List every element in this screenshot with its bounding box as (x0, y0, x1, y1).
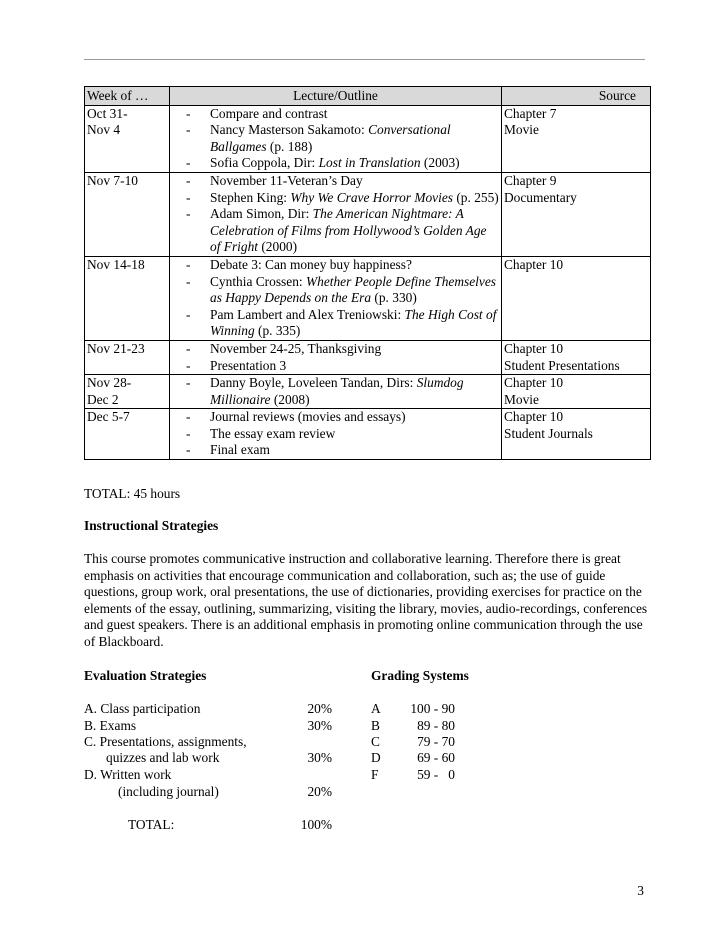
grade-letter: B (371, 718, 380, 733)
table-row (85, 375, 651, 409)
lecture-cell (170, 340, 502, 374)
lecture-text: Presentation 3 (210, 357, 287, 373)
table-header-row (85, 87, 651, 106)
eval-label: quizzes and lab work (106, 750, 220, 765)
table-row (85, 105, 651, 172)
lecture-text: Cynthia Crossen: (210, 273, 306, 289)
lecture-text: Adam Simon, Dir: (210, 206, 313, 222)
lecture-text: Debate 3: Can money buy happiness? (210, 256, 412, 272)
table-row (85, 340, 651, 374)
lecture-cell (170, 256, 502, 340)
lecture-item (186, 409, 499, 426)
course-schedule-table (84, 86, 651, 460)
source-cell (502, 409, 651, 460)
week-text: Nov 14-18 (87, 256, 145, 272)
lecture-text: (2003) (420, 155, 460, 171)
eval-label: A. Class participation (84, 701, 201, 716)
lecture-cell (170, 172, 502, 256)
table-row (85, 409, 651, 460)
grade-letter: A (371, 701, 381, 716)
week-text: Dec 2 (87, 391, 119, 407)
source-cell (502, 256, 651, 340)
lecture-item (186, 341, 499, 358)
source-cell (502, 340, 651, 374)
source-text: Chapter 10 (504, 256, 564, 272)
source-cell (502, 172, 651, 256)
week-cell (85, 105, 170, 172)
week-cell (85, 340, 170, 374)
lecture-text: (p. 255) (453, 189, 499, 205)
week-cell (85, 172, 170, 256)
lecture-cell (170, 105, 502, 172)
instructional-strategies-text: This course promotes communicative instruction and collaborative learning. Therefore there is great emphasis on activities that encourage communication and collaboration, such as; the use of guide questions, group work, oral presentations, the use of dictionaries, providing exercises for practice on the elements of the essay, outlining, summarizing, visiting the library, movies, audio-recordings, conferences and guest speakers. There is an additional emphasis in promoting online communication through the use of Blackboard. (84, 551, 648, 649)
table-row (85, 256, 651, 340)
grade-letter: D (371, 750, 381, 765)
source-text: Movie (504, 122, 539, 138)
grading-systems-heading: Grading Systems (371, 668, 469, 683)
lecture-item (186, 206, 499, 256)
total-hours: TOTAL: 45 hours (84, 486, 181, 501)
lecture-text: Compare and contrast (210, 105, 328, 121)
lecture-cell (170, 409, 502, 460)
lecture-text: Danny Boyle, Loveleen Tandan, Dirs: (210, 375, 417, 391)
lecture-list (172, 173, 499, 256)
header-source: Source (502, 87, 651, 106)
page-number: 3 (637, 883, 644, 898)
week-text: Nov 21-23 (87, 340, 145, 356)
lecture-text: (2000) (258, 239, 298, 255)
header-week: Week of … (85, 87, 170, 106)
lecture-text: (p. 335) (254, 323, 301, 339)
source-text: Chapter 10 (504, 340, 564, 356)
source-text: Chapter 7 (504, 105, 557, 121)
grade-letter: F (371, 767, 379, 782)
lecture-text: (p. 188) (266, 138, 313, 154)
eval-label: C. Presentations, assignments, (84, 734, 247, 749)
eval-label: D. Written work (84, 767, 172, 782)
eval-label: (including journal) (118, 784, 219, 799)
work-title: Lost in Translation (318, 155, 421, 171)
lecture-cell (170, 375, 502, 409)
work-title: The American Nightmare: A Celebration of Films from Hollywood’s Golden Age of Fright (210, 206, 487, 255)
lecture-item (186, 155, 499, 172)
eval-label: B. Exams (84, 718, 137, 733)
lecture-text: Final exam (210, 442, 270, 458)
week-text: Nov 28- (87, 375, 132, 391)
lecture-item (186, 358, 499, 375)
lecture-list (172, 341, 499, 374)
lecture-item (186, 190, 499, 207)
lecture-item (186, 442, 499, 459)
lecture-list (172, 409, 499, 459)
lecture-item (186, 274, 499, 307)
lecture-text: November 11-Veteran’s Day (210, 172, 363, 188)
eval-percent: 20% (307, 701, 332, 716)
lecture-item (186, 375, 499, 408)
week-text: Oct 31- (87, 105, 128, 121)
grade-range: 59 - 0 (417, 767, 455, 782)
lecture-text: Journal reviews (movies and essays) (210, 409, 406, 425)
lecture-item (186, 122, 499, 155)
lecture-item (186, 426, 499, 443)
source-text: Documentary (504, 189, 577, 205)
lecture-item (186, 173, 499, 190)
source-text: Chapter 10 (504, 409, 564, 425)
work-title: Conversational Ballgames (210, 122, 451, 154)
source-text: Chapter 9 (504, 172, 557, 188)
source-text: Student Journals (504, 425, 593, 441)
source-text: Chapter 10 (504, 375, 564, 391)
lecture-text: The essay exam review (210, 425, 336, 441)
lecture-item (186, 307, 499, 340)
grade-range: 100 - 90 (410, 701, 455, 716)
lecture-item (186, 106, 499, 123)
instructional-strategies-heading: Instructional Strategies (84, 518, 219, 533)
eval-percent: 30% (307, 718, 332, 733)
lecture-list (172, 106, 499, 172)
work-title: Slumdog Millionaire (210, 375, 464, 407)
eval-percent: 30% (307, 750, 332, 765)
header-rule (84, 59, 645, 60)
week-cell (85, 409, 170, 460)
lecture-text: Sofia Coppola, Dir: (210, 155, 319, 171)
lecture-text: Stephen King: (210, 189, 291, 205)
week-text: Nov 4 (87, 122, 121, 138)
lecture-list (172, 375, 499, 408)
grade-range: 79 - 70 (417, 734, 455, 749)
source-cell (502, 375, 651, 409)
work-title: Whether People Define Themselves as Happy Depends on the Era (210, 273, 496, 306)
grade-letter: C (371, 734, 380, 749)
table-row (85, 172, 651, 256)
eval-percent: 20% (307, 784, 332, 799)
lecture-text: November 24-25, Thanksgiving (210, 340, 382, 356)
header-lecture: Lecture/Outline (170, 87, 502, 106)
lecture-list (172, 257, 499, 340)
week-cell (85, 375, 170, 409)
grade-range: 69 - 60 (417, 750, 455, 765)
grade-range: 89 - 80 (417, 718, 455, 733)
source-cell (502, 105, 651, 172)
lecture-text: (p. 330) (371, 290, 417, 306)
source-text: Student Presentations (504, 357, 620, 373)
lecture-text: (2008) (270, 391, 310, 407)
week-cell (85, 256, 170, 340)
lecture-text: Nancy Masterson Sakamoto: (210, 122, 369, 138)
lecture-item (186, 257, 499, 274)
work-title: Why We Crave Horror Movies (290, 189, 453, 205)
week-text: Dec 5-7 (87, 409, 130, 425)
lecture-text: Pam Lambert and Alex Treniowski: (210, 306, 405, 322)
work-title: The High Cost of Winning (210, 306, 497, 339)
source-text: Movie (504, 391, 539, 407)
eval-total-percent: 100% (300, 817, 332, 832)
evaluation-strategies-heading: Evaluation Strategies (84, 668, 207, 683)
week-text: Nov 7-10 (87, 172, 138, 188)
eval-total-label: TOTAL: (128, 817, 175, 832)
